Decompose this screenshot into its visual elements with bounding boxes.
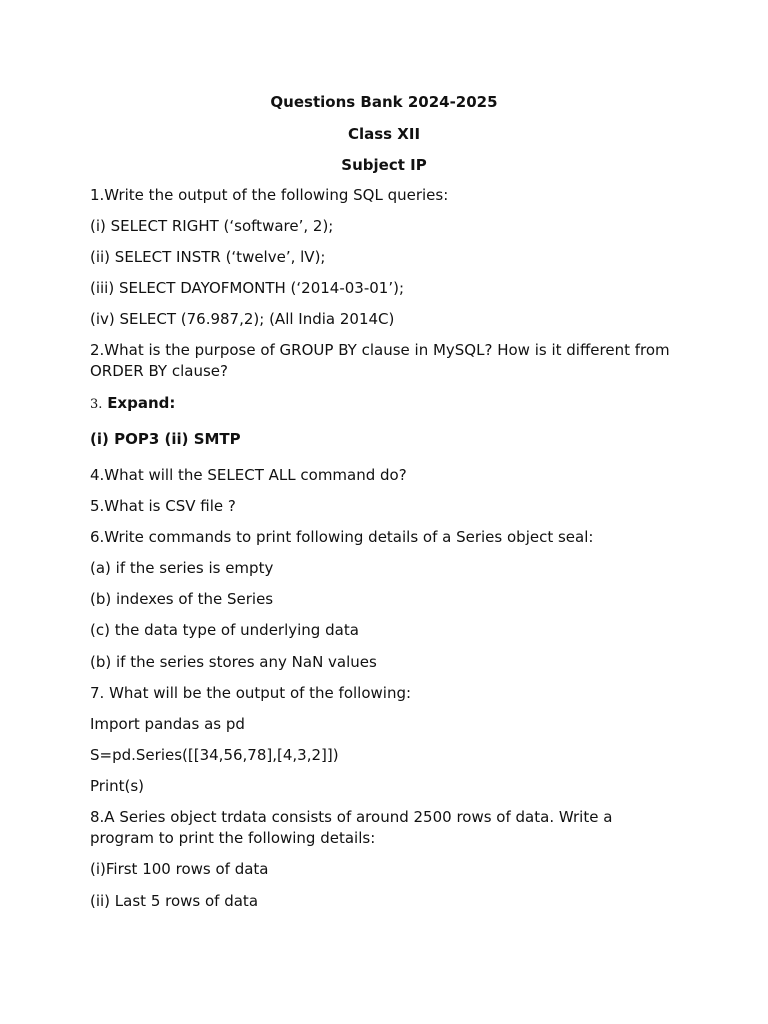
question-3-label: Expand: [107, 394, 176, 412]
question-6-part-a: (a) if the series is empty [90, 559, 274, 577]
question-5: 5.What is CSV file ? [90, 497, 236, 515]
question-3-parts: (i) POP3 (ii) SMTP [90, 430, 241, 448]
question-1-part-iv: (iv) SELECT (76.987,2); (All India 2014C) [90, 310, 395, 328]
subject-heading: Subject IP [341, 156, 427, 174]
question-8-part-ii: (ii) Last 5 rows of data [90, 892, 259, 910]
document-title: Questions Bank 2024-2025 [270, 93, 498, 111]
question-2: 2.What is the purpose of GROUP BY clause in MySQL? How is it different from ORDER BY clause? [90, 341, 670, 380]
question-6-part-c: (c) the data type of underlying data [90, 621, 359, 639]
question-7-code-line-2: S=pd.Series([[34,56,78],[4,3,2]]) [90, 746, 339, 764]
question-8: 8.A Series object trdata consists of around 2500 rows of data. Write a program to print the following details: [90, 808, 613, 847]
question-8-part-i: (i)First 100 rows of data [90, 860, 269, 878]
question-1: 1.Write the output of the following SQL queries: [90, 186, 449, 204]
question-6-part-b: (b) indexes of the Series [90, 590, 274, 608]
question-7-code-line-1: Import pandas as pd [90, 715, 245, 733]
question-6: 6.Write commands to print following details of a Series object seal: [90, 528, 594, 546]
question-6-part-d: (b) if the series stores any NaN values [90, 653, 377, 671]
question-4: 4.What will the SELECT ALL command do? [90, 466, 407, 484]
question-7-code-line-3: Print(s) [90, 777, 145, 795]
class-heading: Class XII [347, 125, 421, 143]
question-3 [90, 393, 690, 415]
question-3-number: 3. [90, 397, 103, 412]
question-7: 7. What will be the output of the following: [90, 684, 412, 702]
question-1-part-iii: (iii) SELECT DAYOFMONTH (‘2014-03-01’); [90, 279, 405, 297]
question-1-part-i: (i) SELECT RIGHT (‘software’, 2); [90, 217, 334, 235]
question-1-part-ii: (ii) SELECT INSTR (‘twelve’, lV); [90, 248, 326, 266]
